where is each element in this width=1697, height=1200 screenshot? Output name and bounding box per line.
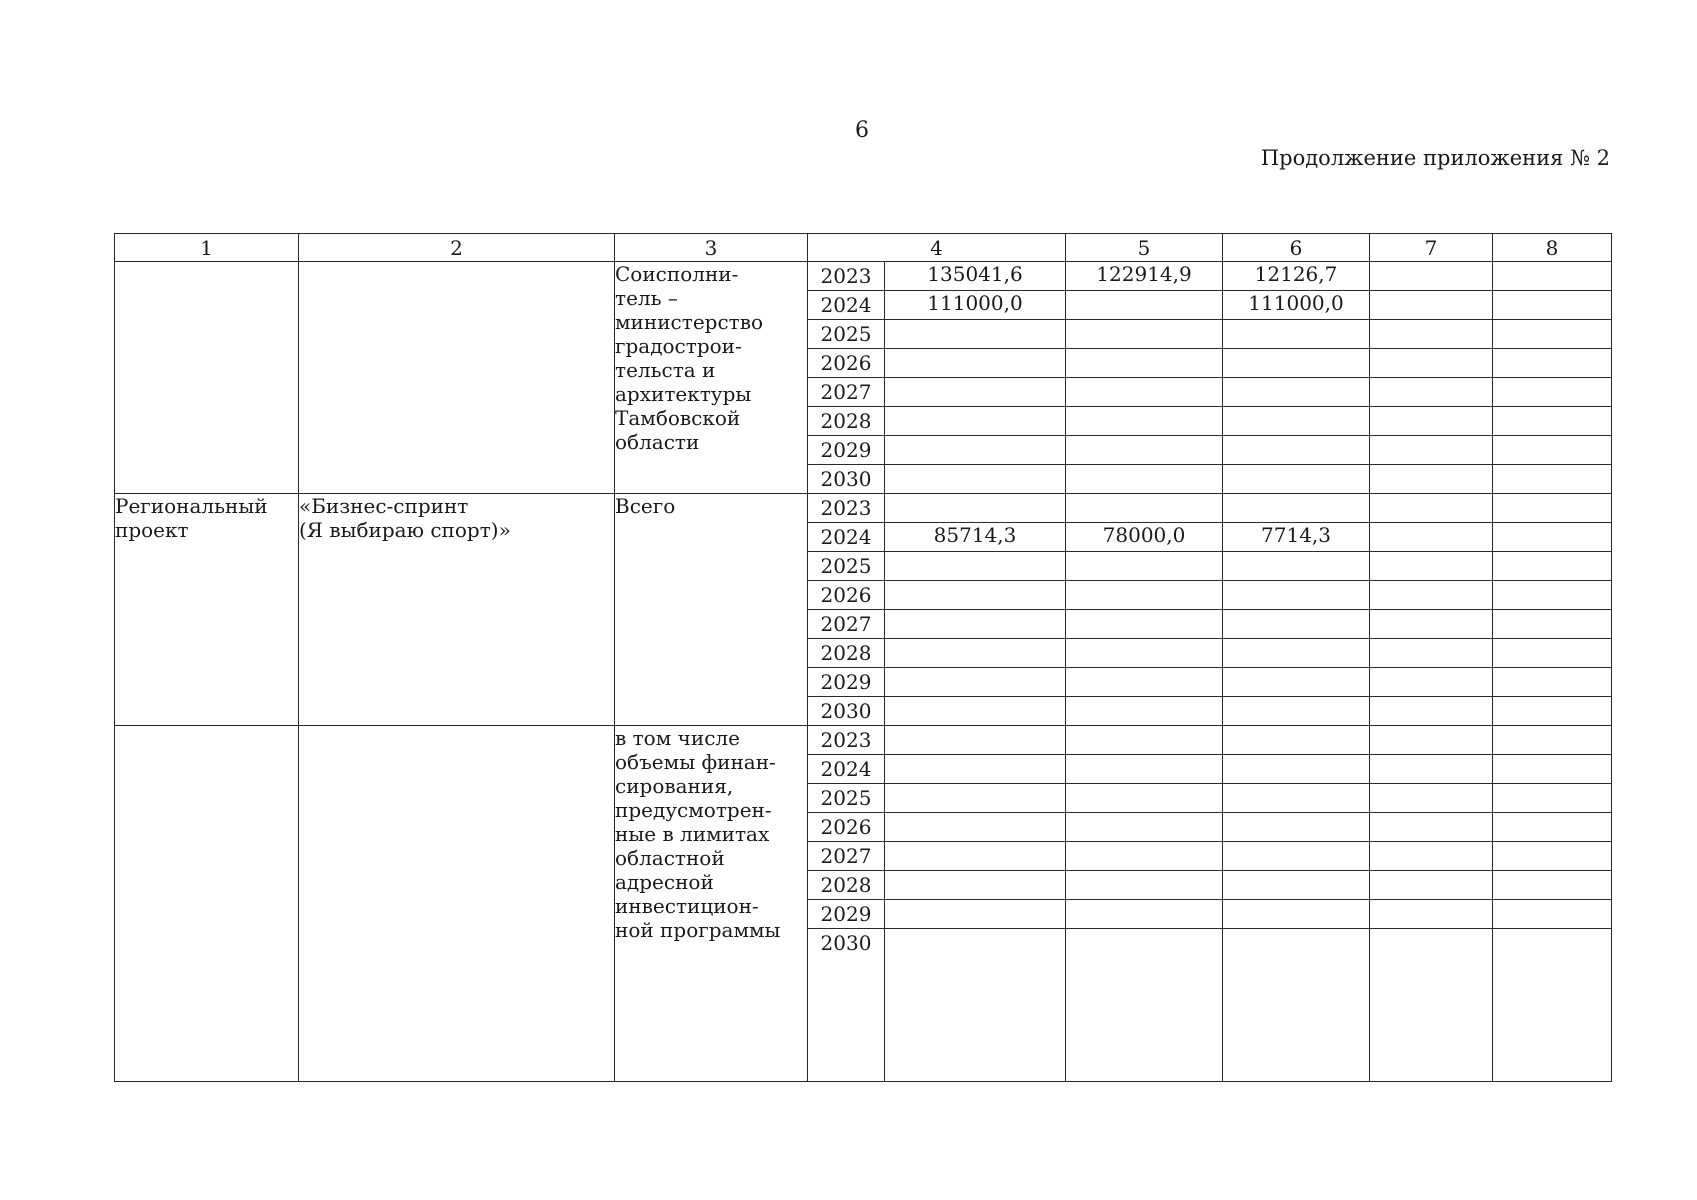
value-cell-col7 <box>1370 552 1493 581</box>
value-cell-col6 <box>1223 378 1370 407</box>
value-cell-col5 <box>1066 581 1223 610</box>
value-cell-col7 <box>1370 581 1493 610</box>
value-cell-col8 <box>1493 639 1612 668</box>
year-cell: 2027 <box>808 378 885 407</box>
value-cell-col8 <box>1493 523 1612 552</box>
value-cell-col8 <box>1493 871 1612 900</box>
year-cell: 2023 <box>808 494 885 523</box>
value-cell-col6 <box>1223 784 1370 813</box>
column-header-6: 6 <box>1223 234 1370 262</box>
value-cell-col6 <box>1223 668 1370 697</box>
value-cell-col7 <box>1370 871 1493 900</box>
value-cell-col8 <box>1493 610 1612 639</box>
row-category-cell: Региональный проект <box>115 494 299 726</box>
value-cell-col5 <box>1066 378 1223 407</box>
value-cell-col7 <box>1370 465 1493 494</box>
value-cell-col8 <box>1493 552 1612 581</box>
year-cell: 2025 <box>808 552 885 581</box>
column-header-4: 4 <box>808 234 1066 262</box>
value-cell-col4 <box>885 552 1066 581</box>
value-cell-col7 <box>1370 842 1493 871</box>
value-cell-col5 <box>1066 842 1223 871</box>
value-cell-col8 <box>1493 668 1612 697</box>
value-cell-col4: 135041,6 <box>885 262 1066 291</box>
value-cell-col8 <box>1493 349 1612 378</box>
value-cell-col5 <box>1066 465 1223 494</box>
value-cell-col8 <box>1493 784 1612 813</box>
value-cell-col4 <box>885 320 1066 349</box>
value-cell-col5 <box>1066 610 1223 639</box>
value-cell-col7 <box>1370 349 1493 378</box>
value-cell-col7 <box>1370 813 1493 842</box>
value-cell-col4 <box>885 407 1066 436</box>
year-cell: 2025 <box>808 320 885 349</box>
value-cell-col5: 78000,0 <box>1066 523 1223 552</box>
value-cell-col5 <box>1066 813 1223 842</box>
value-cell-col4 <box>885 581 1066 610</box>
value-cell-col8 <box>1493 494 1612 523</box>
year-cell: 2027 <box>808 610 885 639</box>
year-cell: 2028 <box>808 871 885 900</box>
value-cell-col8 <box>1493 842 1612 871</box>
appendix-continuation-title: Продолжение приложения № 2 <box>1260 146 1610 170</box>
value-cell-col8 <box>1493 378 1612 407</box>
value-cell-col6 <box>1223 349 1370 378</box>
value-cell-col7 <box>1370 900 1493 929</box>
year-cell: 2028 <box>808 639 885 668</box>
value-cell-col7 <box>1370 668 1493 697</box>
value-cell-col4: 111000,0 <box>885 291 1066 320</box>
value-cell-col6 <box>1223 552 1370 581</box>
value-cell-col4 <box>885 900 1066 929</box>
value-cell-col6: 7714,3 <box>1223 523 1370 552</box>
value-cell-col6 <box>1223 871 1370 900</box>
value-cell-col7 <box>1370 494 1493 523</box>
value-cell-col7 <box>1370 320 1493 349</box>
value-cell-col6 <box>1223 842 1370 871</box>
value-cell-col7 <box>1370 697 1493 726</box>
row-source-cell: в том числе объемы финан- сирования, предусмотрен- ные в лимитах областной адресной инвестицион- ной программы <box>615 726 808 1082</box>
value-cell-col8 <box>1493 929 1612 1082</box>
column-header-7: 7 <box>1370 234 1493 262</box>
value-cell-col8 <box>1493 900 1612 929</box>
value-cell-col8 <box>1493 465 1612 494</box>
value-cell-col7 <box>1370 610 1493 639</box>
row-name-cell: «Бизнес-спринт (Я выбираю спорт)» <box>299 494 615 726</box>
table-row <box>115 494 1612 523</box>
table-row <box>115 262 1612 291</box>
column-header-8: 8 <box>1493 234 1612 262</box>
value-cell-col6 <box>1223 465 1370 494</box>
value-cell-col6 <box>1223 407 1370 436</box>
value-cell-col6 <box>1223 610 1370 639</box>
value-cell-col4 <box>885 639 1066 668</box>
value-cell-col4 <box>885 813 1066 842</box>
value-cell-col5 <box>1066 697 1223 726</box>
value-cell-col5 <box>1066 291 1223 320</box>
value-cell-col6: 111000,0 <box>1223 291 1370 320</box>
value-cell-col5 <box>1066 755 1223 784</box>
value-cell-col6 <box>1223 436 1370 465</box>
year-cell: 2030 <box>808 929 885 1082</box>
row-source-cell: Всего <box>615 494 808 726</box>
header-row <box>115 234 1612 262</box>
value-cell-col5 <box>1066 784 1223 813</box>
year-cell: 2024 <box>808 291 885 320</box>
value-cell-col5 <box>1066 900 1223 929</box>
value-cell-col6 <box>1223 581 1370 610</box>
value-cell-col7 <box>1370 755 1493 784</box>
year-cell: 2023 <box>808 726 885 755</box>
year-cell: 2024 <box>808 755 885 784</box>
value-cell-col8 <box>1493 291 1612 320</box>
value-cell-col5 <box>1066 320 1223 349</box>
value-cell-col4 <box>885 378 1066 407</box>
value-cell-col5 <box>1066 726 1223 755</box>
value-cell-col4 <box>885 784 1066 813</box>
value-cell-col8 <box>1493 320 1612 349</box>
financing-table <box>114 233 1612 1082</box>
row-name-cell <box>299 262 615 494</box>
value-cell-col7 <box>1370 523 1493 552</box>
column-header-2: 2 <box>299 234 615 262</box>
value-cell-col5 <box>1066 349 1223 378</box>
value-cell-col8 <box>1493 581 1612 610</box>
year-cell: 2029 <box>808 668 885 697</box>
row-category-cell <box>115 726 299 1082</box>
column-header-3: 3 <box>615 234 808 262</box>
value-cell-col8 <box>1493 697 1612 726</box>
value-cell-col6 <box>1223 320 1370 349</box>
value-cell-col4 <box>885 465 1066 494</box>
value-cell-col6 <box>1223 900 1370 929</box>
table-row <box>115 726 1612 755</box>
year-cell: 2030 <box>808 697 885 726</box>
value-cell-col8 <box>1493 436 1612 465</box>
value-cell-col5 <box>1066 871 1223 900</box>
year-cell: 2023 <box>808 262 885 291</box>
value-cell-col4 <box>885 755 1066 784</box>
row-source-cell: Соисполни- тель – министерство градострои- тельста и архитектуры Тамбовской области <box>615 262 808 494</box>
value-cell-col5 <box>1066 639 1223 668</box>
page-number: 6 <box>855 118 869 143</box>
year-cell: 2029 <box>808 900 885 929</box>
value-cell-col5 <box>1066 668 1223 697</box>
year-cell: 2028 <box>808 407 885 436</box>
value-cell-col7 <box>1370 291 1493 320</box>
value-cell-col5: 122914,9 <box>1066 262 1223 291</box>
value-cell-col5 <box>1066 929 1223 1082</box>
row-name-cell <box>299 726 615 1082</box>
value-cell-col6 <box>1223 755 1370 784</box>
year-cell: 2027 <box>808 842 885 871</box>
value-cell-col4 <box>885 668 1066 697</box>
year-cell: 2024 <box>808 523 885 552</box>
column-header-5: 5 <box>1066 234 1223 262</box>
value-cell-col7 <box>1370 929 1493 1082</box>
value-cell-col4 <box>885 697 1066 726</box>
value-cell-col7 <box>1370 407 1493 436</box>
value-cell-col7 <box>1370 726 1493 755</box>
value-cell-col6 <box>1223 639 1370 668</box>
value-cell-col4 <box>885 610 1066 639</box>
value-cell-col5 <box>1066 407 1223 436</box>
value-cell-col7 <box>1370 262 1493 291</box>
value-cell-col6 <box>1223 697 1370 726</box>
value-cell-col8 <box>1493 262 1612 291</box>
value-cell-col4 <box>885 929 1066 1082</box>
year-cell: 2026 <box>808 581 885 610</box>
value-cell-col6 <box>1223 726 1370 755</box>
year-cell: 2025 <box>808 784 885 813</box>
value-cell-col8 <box>1493 813 1612 842</box>
year-cell: 2030 <box>808 465 885 494</box>
year-cell: 2029 <box>808 436 885 465</box>
value-cell-col6 <box>1223 494 1370 523</box>
value-cell-col5 <box>1066 552 1223 581</box>
value-cell-col8 <box>1493 726 1612 755</box>
row-category-cell <box>115 262 299 494</box>
value-cell-col6 <box>1223 929 1370 1082</box>
value-cell-col7 <box>1370 784 1493 813</box>
value-cell-col5 <box>1066 436 1223 465</box>
value-cell-col7 <box>1370 436 1493 465</box>
value-cell-col7 <box>1370 639 1493 668</box>
value-cell-col6 <box>1223 813 1370 842</box>
value-cell-col8 <box>1493 407 1612 436</box>
year-cell: 2026 <box>808 349 885 378</box>
column-header-1: 1 <box>115 234 299 262</box>
value-cell-col4 <box>885 871 1066 900</box>
value-cell-col6: 12126,7 <box>1223 262 1370 291</box>
table-body <box>115 262 1612 1082</box>
value-cell-col4 <box>885 842 1066 871</box>
value-cell-col4 <box>885 726 1066 755</box>
value-cell-col7 <box>1370 378 1493 407</box>
value-cell-col4 <box>885 349 1066 378</box>
value-cell-col4 <box>885 494 1066 523</box>
value-cell-col4: 85714,3 <box>885 523 1066 552</box>
value-cell-col5 <box>1066 494 1223 523</box>
value-cell-col8 <box>1493 755 1612 784</box>
value-cell-col4 <box>885 436 1066 465</box>
year-cell: 2026 <box>808 813 885 842</box>
